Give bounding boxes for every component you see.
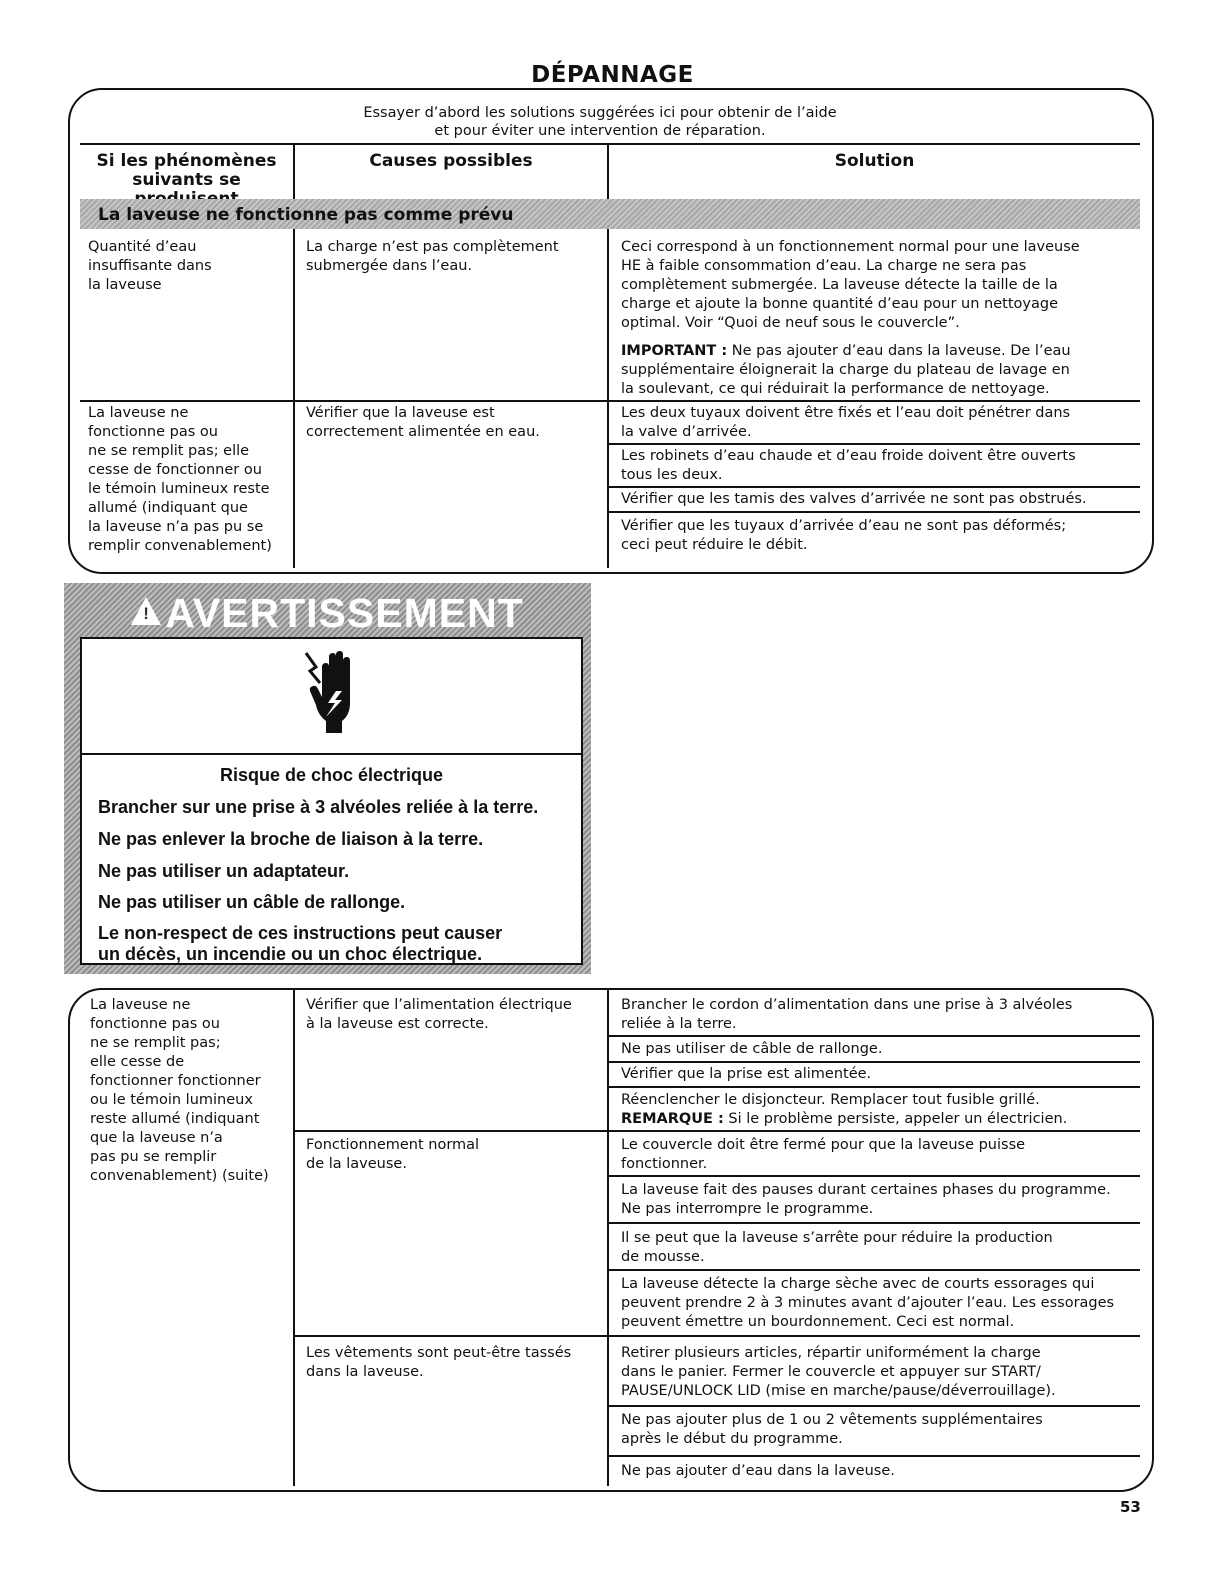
cell-line: Retirer plusieurs articles, répartir uniformément la charge: [621, 1345, 1041, 1361]
column-divider: [293, 990, 295, 1486]
cell-line: optimal. Voir “Quoi de neuf sous le couvercle”.: [621, 315, 960, 331]
solution-cell: [621, 404, 1136, 442]
problem-cell: [88, 238, 288, 295]
solution-cell: [621, 1275, 1136, 1332]
cell-line: Ne pas ajouter plus de 1 ou 2 vêtements supplémentaires: [621, 1412, 1043, 1428]
solution-cell: [621, 517, 1136, 555]
remarque-label: REMARQUE :: [621, 1111, 724, 1127]
cell-line: La laveuse détecte la charge sèche avec de courts essorages qui: [621, 1276, 1095, 1292]
cell-line: la laveuse n’a pas pu se: [88, 519, 264, 535]
problem-cell: [90, 996, 292, 1186]
warning-title-text: AVERTISSEMENT: [165, 590, 524, 636]
cell-line: Vérifier que la laveuse est: [306, 405, 495, 421]
cell-line: charge et ajoute la bonne quantité d’eau pour un nettoyage: [621, 296, 1058, 312]
cell-line: remplir convenablement): [88, 538, 272, 554]
row-separator: [80, 400, 1140, 402]
cell-line: Le couvercle doit être fermé pour que la laveuse puisse: [621, 1137, 1026, 1153]
cell-line: pas pu se remplir: [90, 1149, 217, 1165]
solution-cell: [621, 996, 1136, 1034]
remarque-text: Si le problème persiste, appeler un électricien.: [723, 1111, 1068, 1127]
header-symptoms-line: Si les phénomènes: [96, 151, 277, 171]
cell-line: Ne pas interrompre le programme.: [621, 1201, 874, 1217]
header-solution: Solution: [834, 151, 915, 171]
cause-cell: [306, 1344, 604, 1382]
cell-line: Vérifier que les tamis des valves d’arrivée ne sont pas obstrués.: [621, 491, 1087, 507]
solution-cell: [621, 1040, 1136, 1059]
solution-separator: [609, 511, 1140, 513]
header-top-rule: [80, 143, 1140, 145]
cell-line: reste allumé (indiquant: [90, 1111, 260, 1127]
warning-line: un décès, un incendie ou un choc électrique.: [98, 944, 483, 964]
warning-line: Ne pas utiliser un câble de rallonge.: [98, 892, 406, 912]
cell-line: dans le panier. Fermer le couvercle et appuyer sur START/: [621, 1364, 1041, 1380]
cell-line: Les deux tuyaux doivent être fixés et l’eau doit pénétrer dans: [621, 405, 1071, 421]
solution-cell: [621, 1181, 1136, 1219]
cell-line: La laveuse fait des pauses durant certaines phases du programme.: [621, 1182, 1111, 1198]
cell-line: cesse de fonctionner ou: [88, 462, 262, 478]
column-divider: [607, 990, 609, 1486]
electric-shock-hand-icon: [302, 645, 366, 745]
cell-line: PAUSE/UNLOCK LID (mise en marche/pause/déverrouillage).: [621, 1383, 1056, 1399]
solution-separator: [609, 443, 1140, 445]
cell-line: ne se remplit pas; elle: [88, 443, 250, 459]
cell-line: convenablement) (suite): [90, 1168, 269, 1184]
cell-line: HE à faible consommation d’eau. La charge ne sera pas: [621, 258, 1027, 274]
solution-separator: [609, 1035, 1140, 1037]
solution-cell: [621, 1065, 1136, 1084]
cell-line: insuffisante dans: [88, 258, 212, 274]
cell-line: après le début du programme.: [621, 1431, 843, 1447]
warning-line: Le non-respect de ces instructions peut causer: [98, 923, 503, 943]
cell-line: Réenclencher le disjoncteur. Remplacer tout fusible grillé.: [621, 1092, 1040, 1108]
solution-cell: [621, 1411, 1136, 1449]
cell-line: [621, 342, 1136, 361]
solution-separator: [609, 486, 1140, 488]
warning-triangle-icon: [131, 597, 161, 625]
warning-title: [64, 590, 591, 637]
cause-cell: [306, 238, 604, 276]
cell-line: Vérifier que l’alimentation électrique: [306, 997, 572, 1013]
cell-line: elle cesse de: [90, 1054, 185, 1070]
cell-line: peuvent prendre 2 à 3 minutes avant d’ajouter l’eau. Les essorages: [621, 1295, 1115, 1311]
cell-line: submergée dans l’eau.: [306, 258, 473, 274]
cell-line: ne se remplit pas;: [90, 1035, 221, 1051]
cell-line: allumé (indiquant que: [88, 500, 248, 516]
intro-line: et pour éviter une intervention de réparation.: [434, 123, 766, 139]
header-causes: Causes possibles: [369, 151, 533, 171]
cell-line: Les vêtements sont peut-être tassés: [306, 1345, 572, 1361]
solution-cell: [621, 1136, 1136, 1174]
cell-line: Vérifier que les tuyaux d’arrivée d’eau ne sont pas déformés;: [621, 518, 1067, 534]
cell-line: dans la laveuse.: [306, 1364, 424, 1380]
cell-line: que la laveuse n’a: [90, 1130, 223, 1146]
solution-cell: [621, 447, 1136, 485]
cell-line: Vérifier que la prise est alimentée.: [621, 1066, 872, 1082]
section-band-title: La laveuse ne fonctionne pas comme prévu: [98, 205, 514, 225]
page-number: 53: [1120, 1498, 1141, 1516]
cell-line: La laveuse ne: [88, 405, 189, 421]
row-separator: [295, 1335, 1140, 1337]
cell-line: le témoin lumineux reste: [88, 481, 270, 497]
cell-line: Quantité d’eau: [88, 239, 197, 255]
solution-separator: [609, 1086, 1140, 1088]
solution-separator: [609, 1269, 1140, 1271]
solution-separator: [609, 1061, 1140, 1063]
cell-line: Ceci correspond à un fonctionnement normal pour une laveuse: [621, 239, 1080, 255]
cell-line: fonctionne pas ou: [88, 424, 218, 440]
column-divider: [607, 229, 609, 568]
cell-line: Les robinets d’eau chaude et d’eau froide doivent être ouverts: [621, 448, 1076, 464]
cell-line: ou le témoin lumineux: [90, 1092, 253, 1108]
solution-cell: [621, 238, 1136, 333]
header-symptoms-line: suivants se: [132, 170, 241, 190]
cell-line: la valve d’arrivée.: [621, 424, 752, 440]
cell-line: la soulevant, ce qui réduirait la performance de nettoyage.: [621, 381, 1050, 397]
warning-divider: [80, 753, 583, 755]
cell-line: correctement alimentée en eau.: [306, 424, 540, 440]
cause-cell: [306, 404, 604, 442]
cell-line: tous les deux.: [621, 467, 723, 483]
cell-line: fonctionner fonctionner: [90, 1073, 261, 1089]
warning-line: Ne pas enlever la broche de liaison à la terre.: [98, 829, 484, 849]
cell-line: La laveuse ne: [90, 997, 191, 1013]
intro-line: Essayer d’abord les solutions suggérées ici pour obtenir de l’aide: [363, 105, 837, 121]
cell-line: Il se peut que la laveuse s’arrête pour réduire la production: [621, 1230, 1053, 1246]
cell-line: fonctionner.: [621, 1156, 708, 1172]
important-label: IMPORTANT :: [621, 343, 728, 359]
column-divider: [293, 229, 295, 568]
solution-separator: [609, 1405, 1140, 1407]
cell-line: la laveuse: [88, 277, 162, 293]
cell-line: à la laveuse est correcte.: [306, 1016, 489, 1032]
cell-line: ceci peut réduire le débit.: [621, 537, 808, 553]
cell-line: complètement submergée. La laveuse détecte la taille de la: [621, 277, 1058, 293]
intro-text: [300, 104, 900, 140]
solution-cell: [621, 1229, 1136, 1267]
important-note: [621, 342, 1136, 399]
solution-cell: [621, 1091, 1136, 1129]
cell-line: de mousse.: [621, 1249, 705, 1265]
cell-line: peuvent émettre un bourdonnement. Ceci est normal.: [621, 1314, 1015, 1330]
solution-cell: [621, 490, 1136, 509]
cell-line: supplémentaire éloignerait la charge du plateau de lavage en: [621, 362, 1070, 378]
cell-line: Ne pas ajouter d’eau dans la laveuse.: [621, 1463, 895, 1479]
warning-heading: Risque de choc électrique: [219, 765, 444, 785]
cell-line: [621, 1110, 1136, 1129]
solution-cell: [621, 1344, 1136, 1401]
cell-line: Ne pas utiliser de câble de rallonge.: [621, 1041, 883, 1057]
cell-line: Fonctionnement normal: [306, 1137, 480, 1153]
warning-line: Brancher sur une prise à 3 alvéoles reliée à la terre.: [98, 797, 539, 817]
cell-line: fonctionne pas ou: [90, 1016, 220, 1032]
solution-separator: [609, 1222, 1140, 1224]
warning-line: Ne pas utiliser un adaptateur.: [98, 861, 350, 881]
cause-cell: [306, 996, 604, 1034]
solution-cell: [621, 1462, 1136, 1481]
cell-line: La charge n’est pas complètement: [306, 239, 559, 255]
cell-line: de la laveuse.: [306, 1156, 407, 1172]
solution-separator: [609, 1455, 1140, 1457]
important-text: Ne pas ajouter d’eau dans la laveuse. De l’eau: [727, 343, 1071, 359]
cause-cell: [306, 1136, 604, 1174]
cell-line: Brancher le cordon d’alimentation dans une prise à 3 alvéoles: [621, 997, 1073, 1013]
cell-line: reliée à la terre.: [621, 1016, 737, 1032]
solution-separator: [609, 1175, 1140, 1177]
problem-cell: [88, 404, 293, 556]
row-separator: [295, 1130, 1140, 1132]
page-title: DÉPANNAGE: [531, 62, 694, 88]
